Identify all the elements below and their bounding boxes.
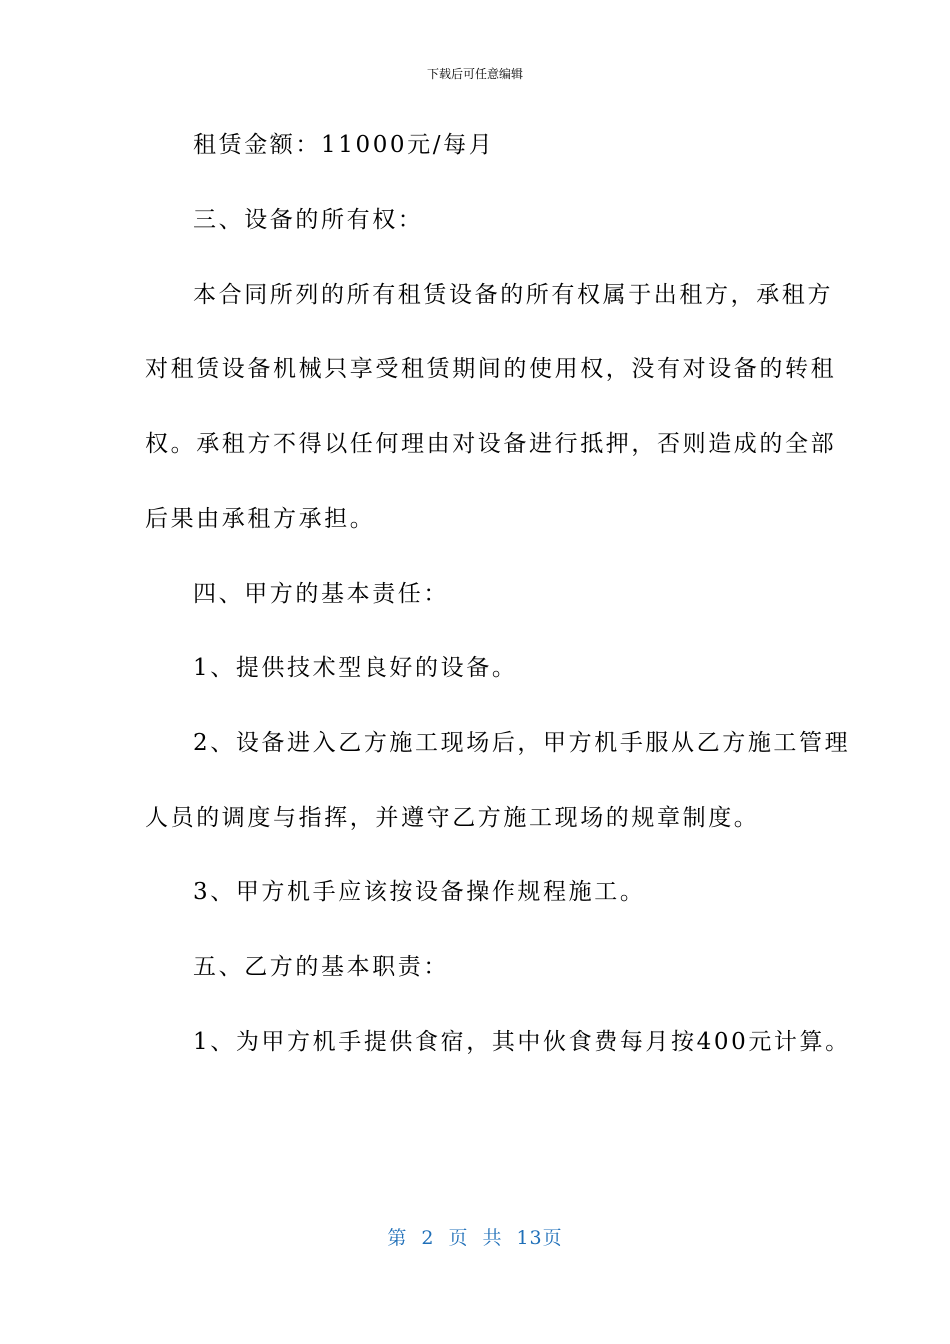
list-item-party-a-3: 3、甲方机手应该按设备操作规程施工。 [193, 879, 646, 905]
list-item-party-a-2-line-2: 人员的调度与指挥，并遵守乙方施工现场的规章制度。 [145, 805, 760, 831]
footer-prefix: 第 [387, 1227, 408, 1249]
section-heading-party-a-duties: 四、甲方的基本责任： [193, 581, 449, 607]
footer-total-pages: 13 [516, 1227, 543, 1249]
paragraph-ownership-line-1: 本合同所列的所有租赁设备的所有权属于出租方，承租方 [193, 282, 833, 308]
footer-total-word: 共 [482, 1227, 503, 1249]
footer-page-word: 页 [448, 1227, 469, 1249]
list-item-party-a-1: 1、提供技术型良好的设备。 [193, 655, 518, 681]
section-heading-party-b-duties: 五、乙方的基本职责： [193, 954, 449, 980]
section-heading-ownership: 三、设备的所有权： [193, 207, 424, 233]
page-header-note: 下载后可任意编辑 [426, 67, 523, 81]
paragraph-ownership-line-4: 后果由承租方承担。 [145, 506, 376, 532]
list-item-party-b-1: 1、为甲方机手提供食宿，其中伙食费每月按400元计算。 [193, 1029, 851, 1055]
paragraph-ownership-line-3: 权。承租方不得以任何理由对设备进行抵押，否则造成的全部 [145, 431, 837, 457]
page-footer [0, 1226, 950, 1250]
paragraph-rent-amount: 租赁金额：11000元/每月 [193, 132, 495, 158]
list-item-party-a-2-line-1: 2、设备进入乙方施工现场后，甲方机手服从乙方施工管理 [193, 730, 851, 756]
paragraph-ownership-line-2: 对租赁设备机械只享受租赁期间的使用权，没有对设备的转租 [145, 356, 837, 382]
footer-current-page: 2 [421, 1227, 435, 1249]
footer-suffix: 页 [542, 1227, 563, 1249]
